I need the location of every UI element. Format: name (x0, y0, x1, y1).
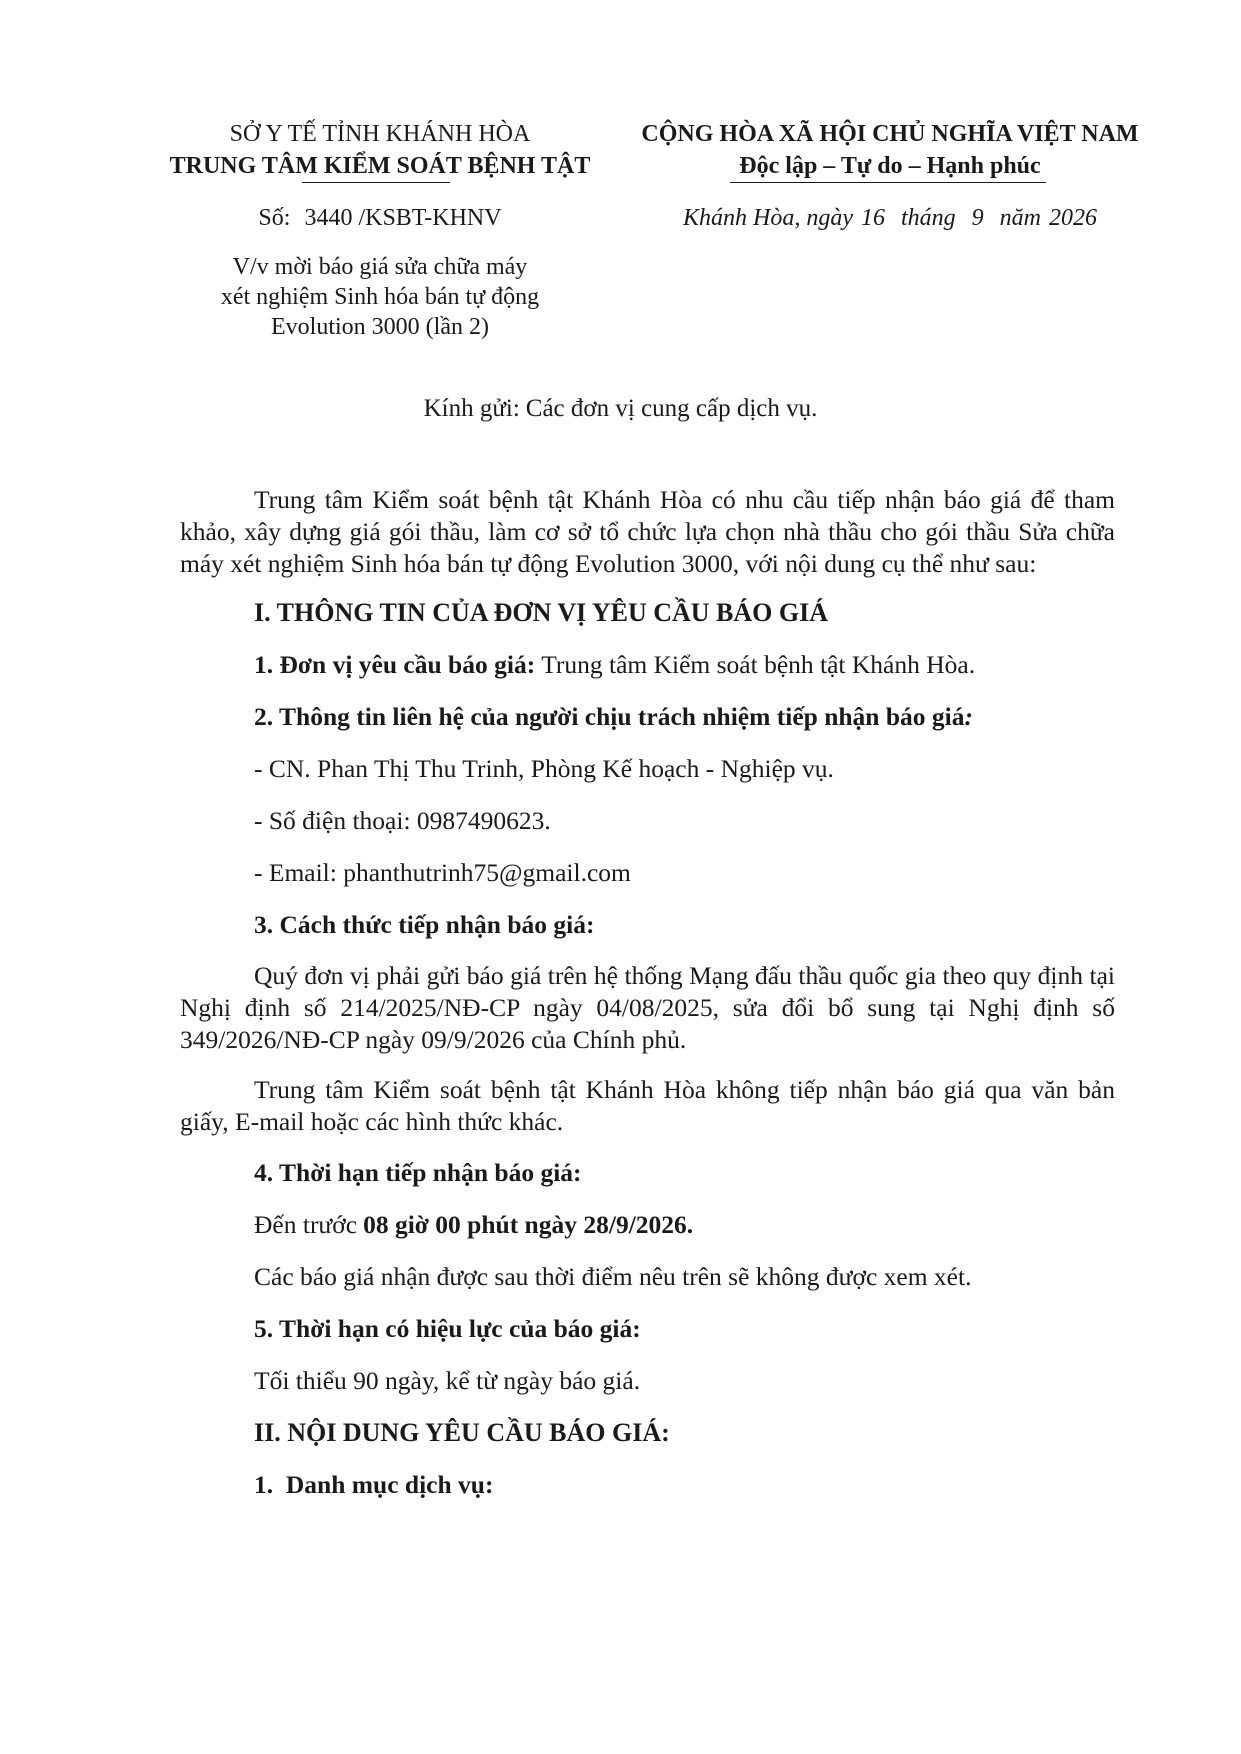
item-3-heading: 3. Cách thức tiếp nhận báo giá: (254, 910, 595, 939)
item-4-heading: 4. Thời hạn tiếp nhận báo giá: (254, 1158, 582, 1187)
agency-name: TRUNG TÂM KIỂM SOÁT BỆNH TẬT (169, 153, 591, 179)
date-year: 2026 (1049, 205, 1097, 231)
deadline-prefix: Đến trước (254, 1210, 358, 1239)
item-1 (254, 648, 1115, 682)
date-place: Khánh Hòa, ngày (682, 205, 853, 231)
document-number (140, 202, 620, 234)
nation-motto: Độc lập – Tự do – Hạnh phúc (739, 153, 1041, 179)
motto-underline (730, 182, 1046, 183)
agency-parent: SỞ Y TẾ TỈNH KHÁNH HÒA (229, 121, 531, 147)
number-label: Số: (258, 205, 291, 231)
subject-line: Evolution 3000 (lần 2) (271, 314, 489, 340)
intro-paragraph: Trung tâm Kiểm soát bệnh tật Khánh Hòa có nhu cầu tiếp nhận báo giá để tham khảo, xây dựng giá gói thầu, làm cơ sở tổ chức lựa chọn nhà thầu cho gói thầu Sửa chữa máy xét nghiệm Sinh hóa bán tự động Evolution 3000, với nội dung cụ thể như sau: (180, 485, 1115, 578)
item-1-label: 1. Đơn vị yêu cầu báo giá: (254, 650, 536, 679)
item-4-note: Các báo giá nhận được sau thời điểm nêu trên sẽ không được xem xét. (254, 1262, 972, 1291)
recipient-line (0, 392, 1241, 426)
section-1-title: I. THÔNG TIN CỦA ĐƠN VỊ YÊU CẦU BÁO GIÁ (254, 598, 829, 627)
item-3-paragraph-1: Quý đơn vị phải gửi báo giá trên hệ thống Mạng đấu thầu quốc gia theo quy định tại Nghị định số 214/2025/NĐ-CP ngày 04/08/2025, sửa đổi bổ sung tại Nghị định số 349/2026/NĐ-CP ngày 09/9/2026 của Chính phủ. (180, 961, 1115, 1054)
item-2-colon: : (964, 702, 974, 731)
agency-underline (302, 182, 450, 183)
item-5-heading: 5. Thời hạn có hiệu lực của báo giá: (254, 1314, 641, 1343)
subject-line: V/v mời báo giá sửa chữa máy (232, 254, 528, 280)
national-motto (630, 118, 1150, 182)
document-body (180, 484, 1115, 1520)
date-month-label: tháng (900, 205, 956, 231)
contact-phone: - Số điện thoại: 0987490623. (254, 806, 551, 835)
item-5-value: Tối thiểu 90 ngày, kể từ ngày báo giá. (254, 1366, 641, 1395)
section-2-title: II. NỘI DUNG YÊU CẦU BÁO GIÁ: (254, 1418, 670, 1447)
recipient-label: Kính gửi: (423, 395, 520, 422)
item-2-label: 2. Thông tin liên hệ của người chịu trách nhiệm tiếp nhận báo giá (254, 702, 965, 731)
item-2-heading (254, 700, 1115, 734)
subject-line: xét nghiệm Sinh hóa bán tự động (220, 284, 540, 310)
date-year-label: năm (999, 205, 1041, 231)
number-value: 3440 /KSBT-KHNV (304, 205, 502, 231)
recipient-value: Các đơn vị cung cấp dịch vụ. (525, 395, 818, 422)
contact-name: - CN. Phan Thị Thu Trinh, Phòng Kế hoạch - Nghiệp vụ. (254, 754, 834, 783)
issuing-agency (140, 118, 620, 182)
nation-name: CỘNG HÒA XÃ HỘI CHỦ NGHĨA VIỆT NAM (641, 121, 1139, 147)
item-3-paragraph-2: Trung tâm Kiểm soát bệnh tật Khánh Hòa không tiếp nhận báo giá qua văn bản giấy, E-mail hoặc các hình thức khác. (180, 1075, 1115, 1136)
deadline-value: 08 giờ 00 phút ngày 28/9/2026. (363, 1210, 694, 1239)
contact-email: - Email: phanthutrinh75@gmail.com (254, 858, 631, 887)
document-date (630, 202, 1150, 234)
section-2-item-1: 1. Danh mục dịch vụ: (254, 1470, 494, 1499)
item-4-deadline-line (254, 1208, 1115, 1242)
document-subject (140, 252, 620, 342)
date-day: 16 (860, 205, 885, 231)
date-month: 9 (971, 205, 984, 231)
item-1-value: Trung tâm Kiểm soát bệnh tật Khánh Hòa. (541, 650, 976, 679)
